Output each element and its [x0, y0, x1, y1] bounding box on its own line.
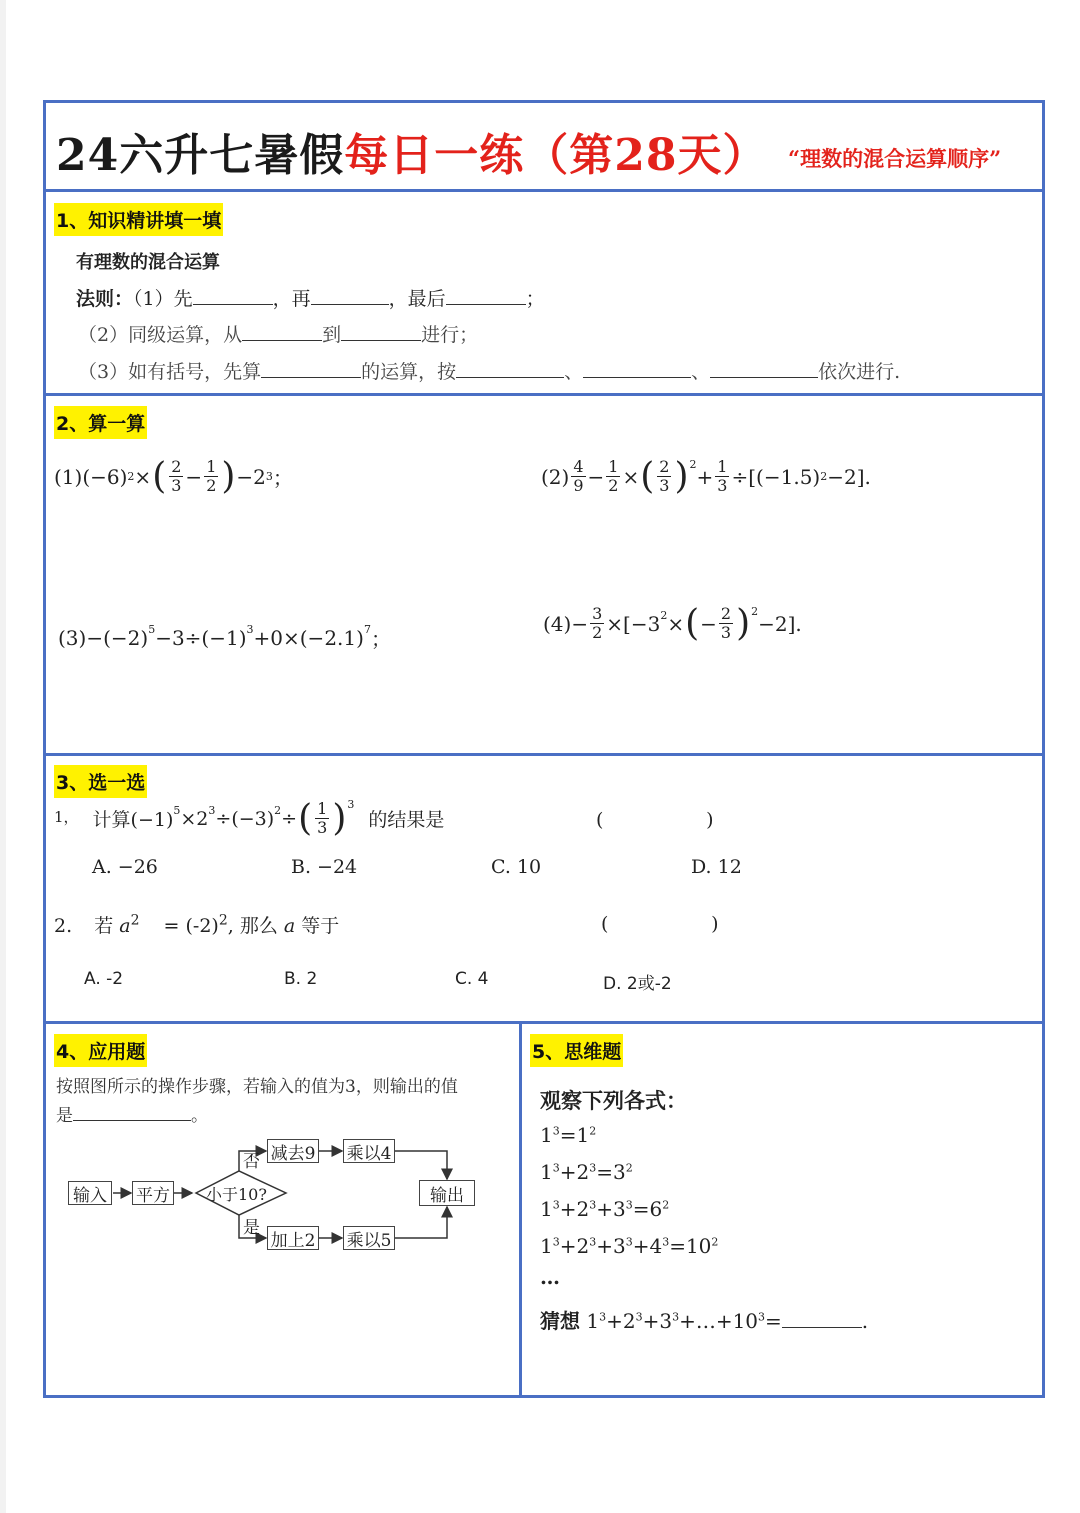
pattern-eq-3: $1^3+2^3+3^3=6^2$ — [540, 1197, 670, 1221]
rule1-text-b: ，再 — [272, 288, 311, 310]
rule3-text-e: 依次进行. — [818, 361, 901, 383]
pattern-eq-4: $1^3+2^3+3^3+4^3=10^2$ — [540, 1234, 719, 1258]
flow-add-box: 加上2 — [267, 1226, 319, 1250]
q2-tail-1: , 那么 — [227, 915, 278, 937]
blank[interactable] — [73, 1102, 191, 1121]
q1-m1: ×2 — [180, 807, 209, 830]
q1-tail: 的结果是 — [368, 809, 445, 831]
p2-frac-4: $\frac{1}{3}$ — [717, 457, 728, 495]
p1-end: ； — [272, 466, 293, 490]
paren-close: ) — [674, 455, 689, 497]
section1-tag: 1、知识精讲填一填 — [54, 203, 223, 236]
blank[interactable] — [341, 322, 421, 341]
blank[interactable] — [193, 286, 273, 305]
choice-question-2 — [54, 911, 339, 938]
flow-yes-label: 是 — [243, 1218, 260, 1238]
rule-label: 法则： — [76, 288, 134, 310]
q1-option-b[interactable]: B. −24 — [291, 856, 358, 878]
pattern-eq-1: $1^3=1^2$ — [540, 1123, 597, 1147]
p3-mid-2: +0×(−2.1) — [253, 625, 364, 650]
flow-decision-label: 小于10? — [206, 1185, 267, 1204]
problem-4 — [543, 602, 802, 644]
rule3-text-b: 的运算，按 — [361, 361, 457, 383]
p4-frac-2: $\frac{2}{3}$ — [720, 604, 732, 642]
column-divider — [519, 1021, 522, 1398]
rule3-text-a: （3）如有括号，先算 — [78, 361, 262, 383]
blank[interactable] — [583, 359, 691, 378]
q2-option-c[interactable]: C. 4 — [455, 969, 489, 989]
section1-topic: 有理数的混合运算 — [76, 252, 220, 273]
rule-line-2 — [78, 320, 478, 347]
p2-frac-3: $\frac{2}{3}$ — [659, 457, 670, 495]
problem-3 — [58, 623, 391, 652]
blank[interactable] — [782, 1309, 862, 1328]
q1-exp-1: 5 — [173, 804, 181, 817]
divider — [46, 1021, 1042, 1024]
p1-exp-2: 3 — [265, 470, 273, 483]
paren-close: ) — [736, 602, 751, 644]
section4-question: 按照图所示的操作步骤，若输入的值为3，则输出的值 — [56, 1077, 458, 1097]
section5-intro: 观察下列各式： — [540, 1088, 687, 1113]
q2-exp-2: 2 — [218, 912, 228, 929]
flow-multiply5-box: 乘以5 — [343, 1226, 395, 1250]
pattern-ellipsis: … — [540, 1265, 560, 1289]
problem-1 — [54, 455, 293, 497]
paren-open: ( — [640, 455, 655, 497]
blank[interactable] — [311, 286, 389, 305]
paren-close: ) — [221, 455, 236, 497]
q2-answer-bracket[interactable]: ( ) — [601, 913, 719, 935]
answer-prefix: 是 — [56, 1106, 73, 1126]
p3-mid: −3÷(−1) — [155, 625, 247, 650]
rule-line-3 — [78, 357, 900, 384]
q1-option-c[interactable]: C. 10 — [491, 856, 542, 878]
q2-var: a — [119, 915, 131, 937]
q2-lead: 若 — [94, 915, 114, 937]
p4-exp-2: 2 — [751, 605, 759, 618]
q2-option-a[interactable]: A. -2 — [84, 969, 124, 989]
p4-neg: − — [700, 611, 717, 636]
flow-input-box: 输入 — [68, 1181, 112, 1205]
p4-lead: (4)− — [543, 611, 589, 636]
paren-open: ( — [152, 455, 167, 497]
p1-tail: −2 — [236, 464, 266, 489]
p3-exp-2: 3 — [246, 623, 254, 636]
q2-tail-2: 等于 — [301, 915, 340, 937]
flow-square-box: 平方 — [132, 1181, 174, 1205]
section5-tag: 5、思维题 — [530, 1034, 623, 1067]
q1-option-a[interactable]: A. −26 — [92, 856, 158, 878]
rule2-text-b: 到 — [322, 324, 342, 346]
rule3-text-c: 、 — [564, 361, 584, 383]
p4-exp: 2 — [660, 609, 668, 622]
q1-exp-4: 3 — [347, 798, 355, 811]
q1-lead: 计算(−1) — [92, 809, 174, 831]
section2-tag: 2、算一算 — [54, 406, 147, 439]
p3-exp-1: 5 — [148, 623, 156, 636]
title-subtitle: “理数的混合运算顺序” — [788, 146, 1002, 171]
p4-mid: ×[−3 — [606, 611, 661, 636]
pattern-guess: 猜想 $1^3+2^3+3^3+\dots+10^3=$ . — [540, 1309, 869, 1333]
q1-m2: ÷(−3) — [215, 807, 275, 830]
p4-frac-1: $\frac{3}{2}$ — [592, 604, 603, 642]
blank[interactable] — [446, 286, 526, 305]
rule1-text-c: ，最后 — [388, 288, 446, 310]
p2-tail: ÷[(−1.5) — [731, 464, 821, 489]
p2-minus: − — [587, 464, 605, 489]
divider — [46, 393, 1042, 396]
rule2-text-c: 进行； — [421, 324, 479, 346]
blank[interactable] — [710, 359, 818, 378]
title-main: 每日一练（第28天） — [344, 130, 768, 181]
q2-option-b[interactable]: B. 2 — [284, 969, 318, 989]
q2-exp-1: 2 — [130, 912, 140, 929]
p3-end: ； — [370, 627, 391, 651]
p2-times: × — [622, 464, 640, 489]
p2-end: −2]. — [827, 464, 871, 489]
q1-answer-bracket[interactable]: ( ) — [596, 809, 714, 831]
q1-option-d[interactable]: D. 12 — [691, 856, 742, 878]
q2-mid: = (-2) — [163, 915, 219, 937]
p1-lead: (1)(−6) — [54, 464, 128, 489]
paren-open: ( — [298, 797, 313, 839]
page-edge — [0, 0, 6, 1513]
rule1-text-a: （1）先 — [133, 288, 193, 310]
rule1-text-d: ； — [525, 288, 545, 310]
p1-frac-2: $\frac{1}{2}$ — [206, 457, 217, 495]
blank[interactable] — [242, 322, 322, 341]
p2-frac-2: $\frac{1}{2}$ — [608, 457, 619, 495]
p1-frac-1: $\frac{2}{3}$ — [171, 457, 182, 495]
choice-question-1 — [54, 797, 445, 839]
q1-exp-2: 3 — [208, 804, 216, 817]
q2-number: 2. — [54, 915, 73, 937]
q1-exp-3: 2 — [274, 804, 282, 817]
blank[interactable] — [456, 359, 564, 378]
paren-close: ) — [332, 797, 347, 839]
flow-subtract-box: 减去9 — [267, 1139, 319, 1163]
pattern-eq-2: $1^3+2^3=3^2$ — [540, 1160, 633, 1184]
q1-frac: $\frac{1}{3}$ — [317, 799, 328, 837]
p3-lead: (3)−(−2) — [58, 625, 149, 650]
rule-line-1 — [76, 284, 545, 311]
rule3-text-d: 、 — [691, 361, 711, 383]
paren-open: ( — [685, 602, 700, 644]
flow-multiply4-box: 乘以4 — [343, 1139, 395, 1163]
p1-minus: − — [185, 464, 203, 489]
section3-tag: 3、选一选 — [54, 765, 147, 798]
p1-times: × — [134, 464, 152, 489]
divider — [46, 189, 1042, 192]
p2-frac-1: $\frac{4}{9}$ — [573, 457, 584, 495]
guess-label: 猜想 — [540, 1309, 580, 1333]
section4-tag: 4、应用题 — [54, 1034, 147, 1067]
problem-2 — [541, 455, 871, 497]
q2-var-2: a — [283, 915, 296, 937]
q1-m3: ÷ — [281, 807, 298, 830]
p4-times: × — [667, 611, 685, 636]
p2-plus: + — [696, 464, 714, 489]
rule2-text-a: （2）同级运算，从 — [78, 324, 243, 346]
p2-exp-2: 2 — [820, 470, 828, 483]
divider — [46, 753, 1042, 756]
p1-exp: 2 — [127, 470, 135, 483]
worksheet-title — [56, 119, 767, 183]
p2-lead: (2) — [541, 464, 570, 489]
worksheet — [43, 100, 1045, 1398]
title-prefix: 24六升七暑假 — [56, 130, 345, 181]
q2-option-d[interactable]: D. 2或-2 — [603, 974, 672, 994]
flow-no-label: 否 — [243, 1152, 260, 1172]
p4-end: −2]. — [758, 611, 802, 636]
flow-output-box: 输出 — [419, 1180, 475, 1206]
answer-suffix: 。 — [191, 1106, 208, 1126]
p3-exp-3: 7 — [363, 623, 371, 636]
q1-number: 1， — [54, 808, 79, 826]
blank[interactable] — [261, 359, 361, 378]
p2-exp: 2 — [689, 458, 697, 471]
